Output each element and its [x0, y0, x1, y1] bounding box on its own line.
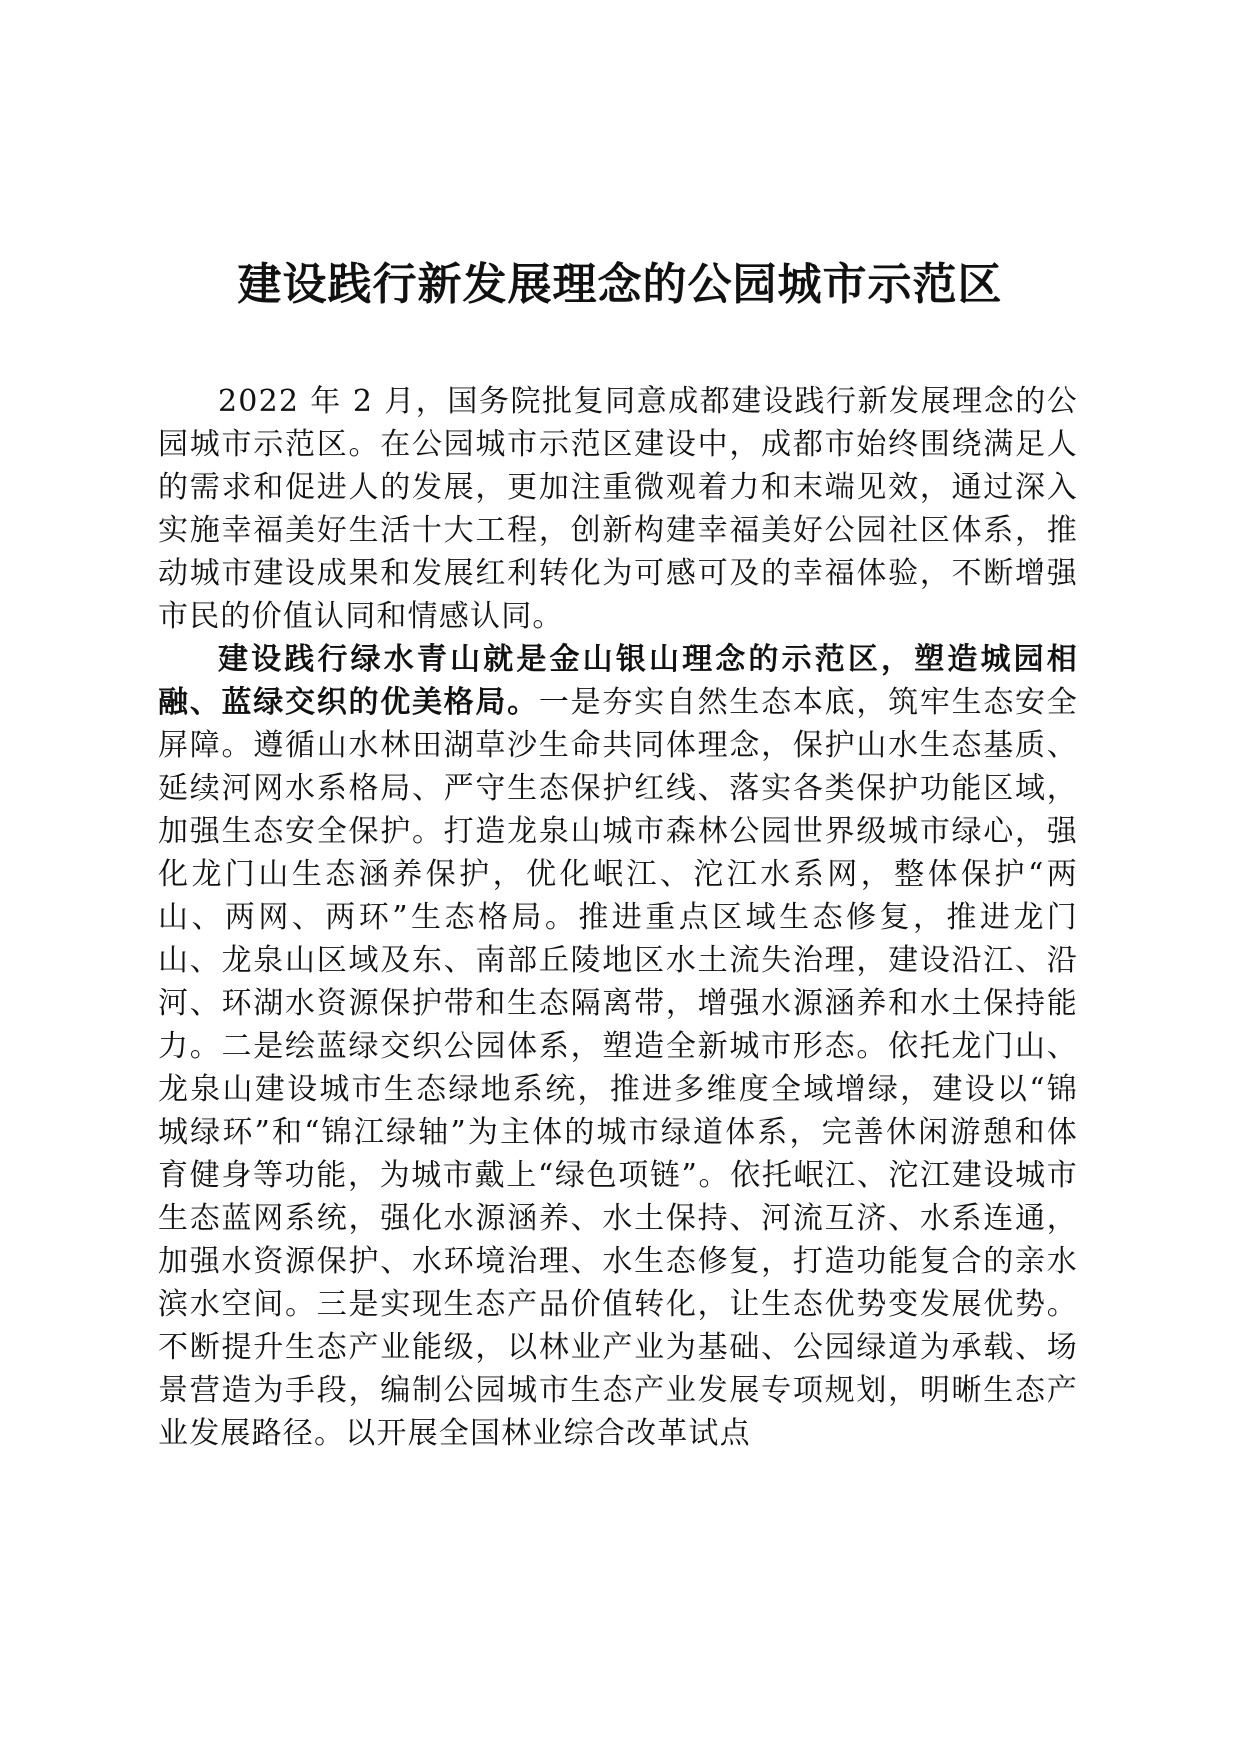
paragraph-ecology: [158, 638, 1078, 1455]
document-body: [158, 380, 1078, 1455]
document-title: 建设践行新发展理念的公园城市示范区: [237, 259, 1003, 310]
paragraph-intro-text: 2022 年 2 月，国务院批复同意成都建设践行新发展理念的公园城市示范区。在公园城市示范区建设中，成都市始终围绕满足人的需求和促进人的发展，更加注重微观着力和末端见效，通过深入实施幸福美好生活十大工程，创新构建幸福美好公园社区体系，推动城市建设成果和发展红利转化为可感可及的幸福体验，不断增强市民的价值认同和情感认同。: [158, 384, 1078, 634]
paragraph-intro: [158, 380, 1078, 638]
paragraph-ecology-lead: 建设践行绿水青山就是金山银山理念的示范区，塑造城园相融、蓝绿交织的优美格局。: [158, 642, 1078, 720]
paragraph-ecology-text: 一是夯实自然生态本底，筑牢生态安全屏障。遵循山水林田湖草沙生命共同体理念，保护山水生态基质、延续河网水系格局、严守生态保护红线、落实各类保护功能区域，加强生态安全保护。打造龙泉山城市森林公园世界级城市绿心，强化龙门山生态涵养保护，优化岷江、沱江水系网，整体保护“两山、两网、两环”生态格局。推进重点区域生态修复，推进龙门山、龙泉山区域及东、南部丘陵地区水土流失治理，建设沿江、沿河、环湖水资源保护带和生态隔离带，增强水源涵养和水土保持能力。二是绘蓝绿交织公园体系，塑造全新城市形态。依托龙门山、龙泉山建设城市生态绿地系统，推进多维度全域增绿，建设以“锦城绿环”和“锦江绿轴”为主体的城市绿道体系，完善休闲游憩和体育健身等功能，为城市戴上“绿色项链”。依托岷江、沱江建设城市生态蓝网系统，强化水源涵养、水土保持、河流互济、水系连通，加强水资源保护、水环境治理、水生态修复，打造功能复合的亲水滨水空间。三是实现生态产品价值转化，让生态优势变发展优势。不断提升生态产业能级，以林业产业为基础、公园绿道为承载、场景营造为手段，编制公园城市生态产业发展专项规划，明晰生态产业发展路径。以开展全国林业综合改革试点: [158, 685, 1078, 1451]
